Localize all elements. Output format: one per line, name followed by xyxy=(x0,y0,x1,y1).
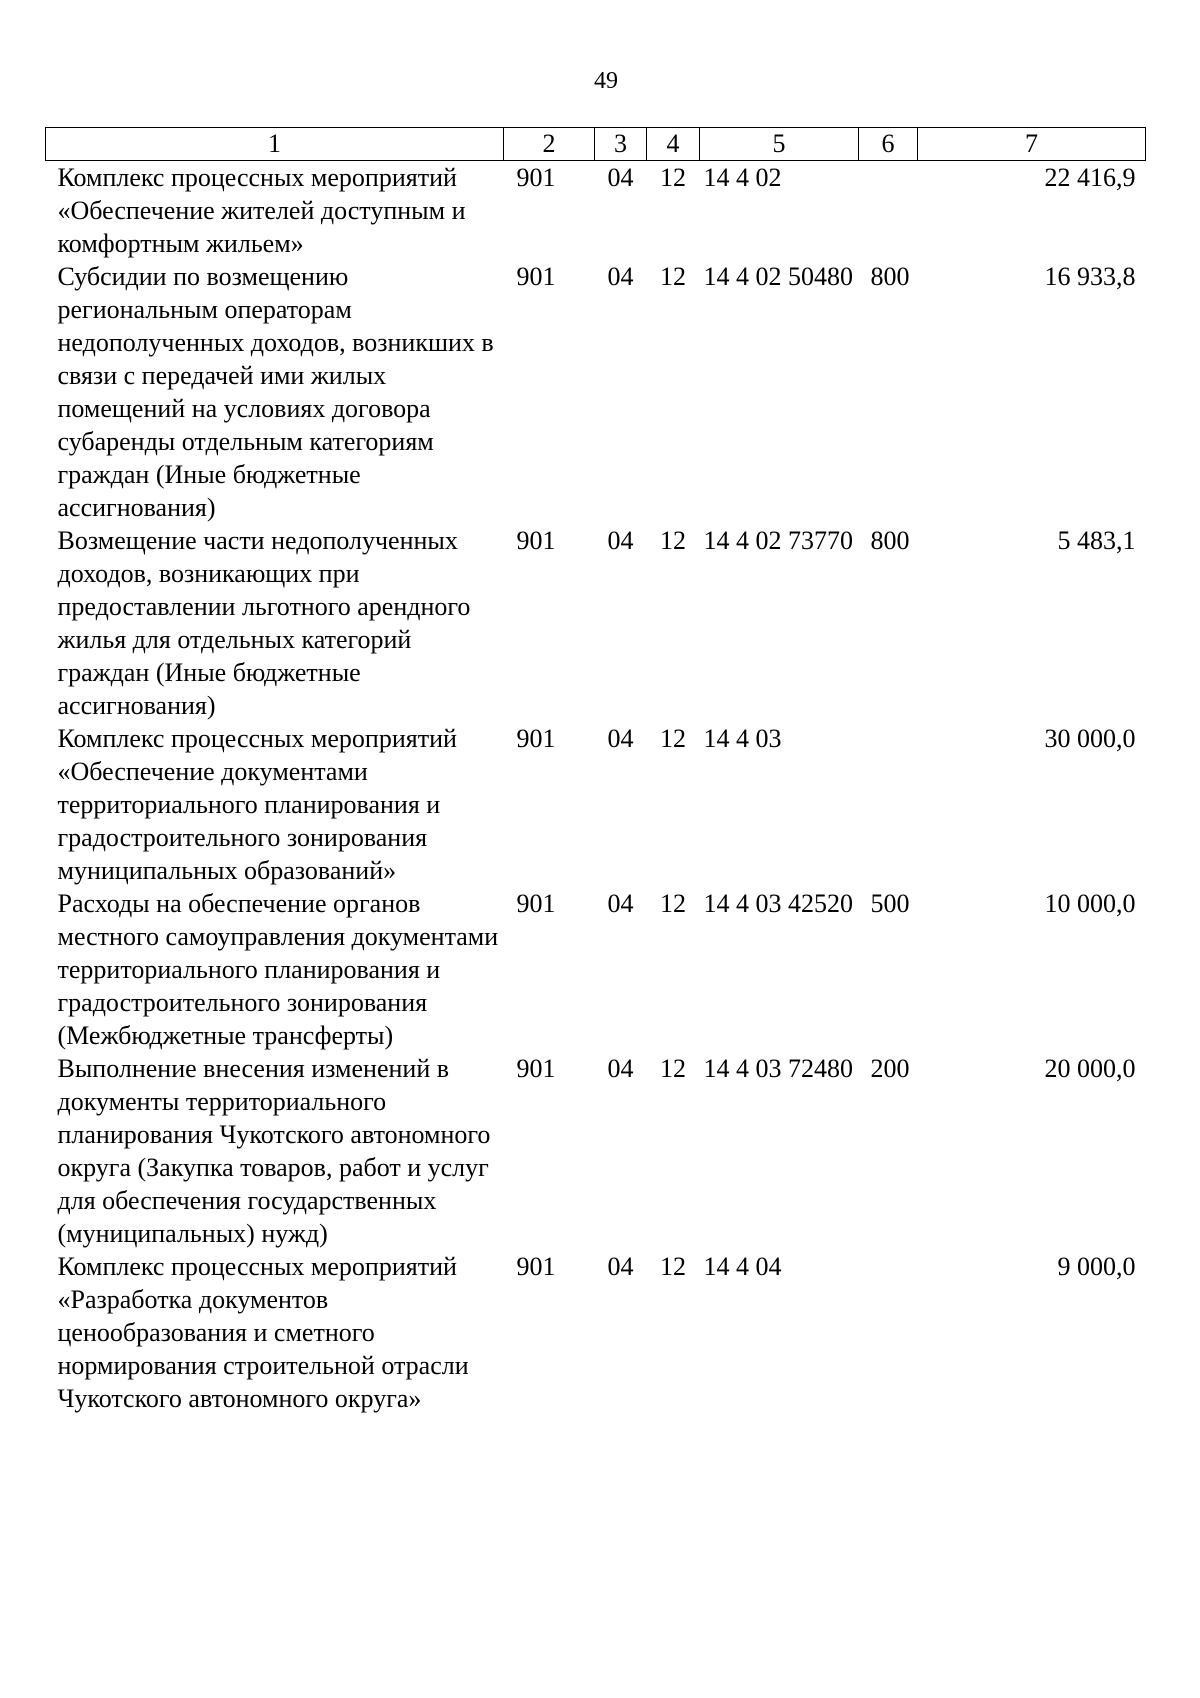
table-row xyxy=(46,260,1146,524)
row-subsection: 12 xyxy=(660,1252,686,1281)
row-amount: 9 000,0 xyxy=(1057,1252,1136,1281)
page-number: 49 xyxy=(594,68,618,94)
row-section: 04 xyxy=(607,526,634,555)
row-subsection: 12 xyxy=(660,163,686,192)
row-expense-type xyxy=(859,1250,918,1415)
table-row xyxy=(46,524,1146,722)
row-name: Комплекс процессных мероприятий «Разработка документов ценообразования и сметного нормирования строительной отрасли Чукотского автономного округа» xyxy=(57,1252,469,1413)
row-section: 04 xyxy=(607,724,634,753)
row-section: 04 xyxy=(607,163,634,192)
row-amount: 10 000,0 xyxy=(1044,889,1136,918)
row-target-article: 14 4 04 xyxy=(703,1252,782,1281)
row-amount: 20 000,0 xyxy=(1044,1054,1136,1083)
row-amount: 5 483,1 xyxy=(1057,526,1136,555)
row-name: Субсидии по возмещению региональным операторам недополученных доходов, возникших в связи с передачей ими жилых помещений на условиях договора субаренды отдельным категориям граждан (Иные бюджетные ассигнования) xyxy=(57,262,494,522)
row-subsection: 12 xyxy=(660,889,686,918)
row-grbs: 901 xyxy=(516,889,556,918)
row-target-article: 14 4 03 xyxy=(703,724,782,753)
row-subsection: 12 xyxy=(660,724,686,753)
row-expense-type: 800 xyxy=(870,526,910,555)
row-expense-type xyxy=(859,161,918,261)
table-row xyxy=(46,887,1146,1052)
row-section: 04 xyxy=(607,262,634,291)
row-grbs: 901 xyxy=(516,1252,556,1281)
row-expense-type: 800 xyxy=(870,262,910,291)
row-subsection: 12 xyxy=(660,526,686,555)
row-target-article: 14 4 02 50480 xyxy=(703,262,853,291)
row-expense-type xyxy=(859,722,918,887)
row-amount: 30 000,0 xyxy=(1044,724,1136,753)
row-expense-type: 500 xyxy=(870,889,910,918)
row-expense-type: 200 xyxy=(870,1054,910,1083)
table-row xyxy=(46,722,1146,887)
row-subsection: 12 xyxy=(660,1054,686,1083)
column-header: 1 xyxy=(46,128,504,161)
row-target-article: 14 4 03 72480 xyxy=(703,1054,853,1083)
column-header: 5 xyxy=(700,128,859,161)
row-amount: 16 933,8 xyxy=(1044,262,1136,291)
table-row xyxy=(46,1052,1146,1250)
row-section: 04 xyxy=(607,1252,634,1281)
row-name: Расходы на обеспечение органов местного самоуправления документами территориального планирования и градостроительного зонирования (Межбюджетные трансферты) xyxy=(57,889,499,1050)
column-header: 6 xyxy=(859,128,918,161)
column-header: 3 xyxy=(595,128,647,161)
row-section: 04 xyxy=(607,1054,634,1083)
row-name: Комплекс процессных мероприятий «Обеспечение документами территориального планирования и градостроительного зонирования муниципальных образований» xyxy=(57,724,457,885)
row-target-article: 14 4 02 xyxy=(703,163,782,192)
row-name: Возмещение части недополученных доходов, возникающих при предоставлении льготного арендного жилья для отдельных категорий граждан (Иные бюджетные ассигнования) xyxy=(57,526,471,720)
row-target-article: 14 4 02 73770 xyxy=(703,526,853,555)
column-header: 4 xyxy=(647,128,700,161)
table-row xyxy=(46,161,1146,261)
budget-table xyxy=(45,127,1146,1415)
row-grbs: 901 xyxy=(516,262,556,291)
row-grbs: 901 xyxy=(516,724,556,753)
column-header: 7 xyxy=(918,128,1146,161)
table-header-row xyxy=(46,128,1146,161)
row-name: Комплекс процессных мероприятий «Обеспечение жителей доступным и комфортным жильем» xyxy=(57,163,466,258)
row-name: Выполнение внесения изменений в документы территориального планирования Чукотского автономного округа (Закупка товаров, работ и услуг для обеспечения государственных (муниципальных) нужд) xyxy=(57,1054,491,1248)
row-subsection: 12 xyxy=(660,262,686,291)
row-amount: 22 416,9 xyxy=(1044,163,1136,192)
row-target-article: 14 4 03 42520 xyxy=(703,889,853,918)
table-row xyxy=(46,1250,1146,1415)
column-header: 2 xyxy=(504,128,595,161)
row-section: 04 xyxy=(607,889,634,918)
row-grbs: 901 xyxy=(516,163,556,192)
row-grbs: 901 xyxy=(516,1054,556,1083)
row-grbs: 901 xyxy=(516,526,556,555)
